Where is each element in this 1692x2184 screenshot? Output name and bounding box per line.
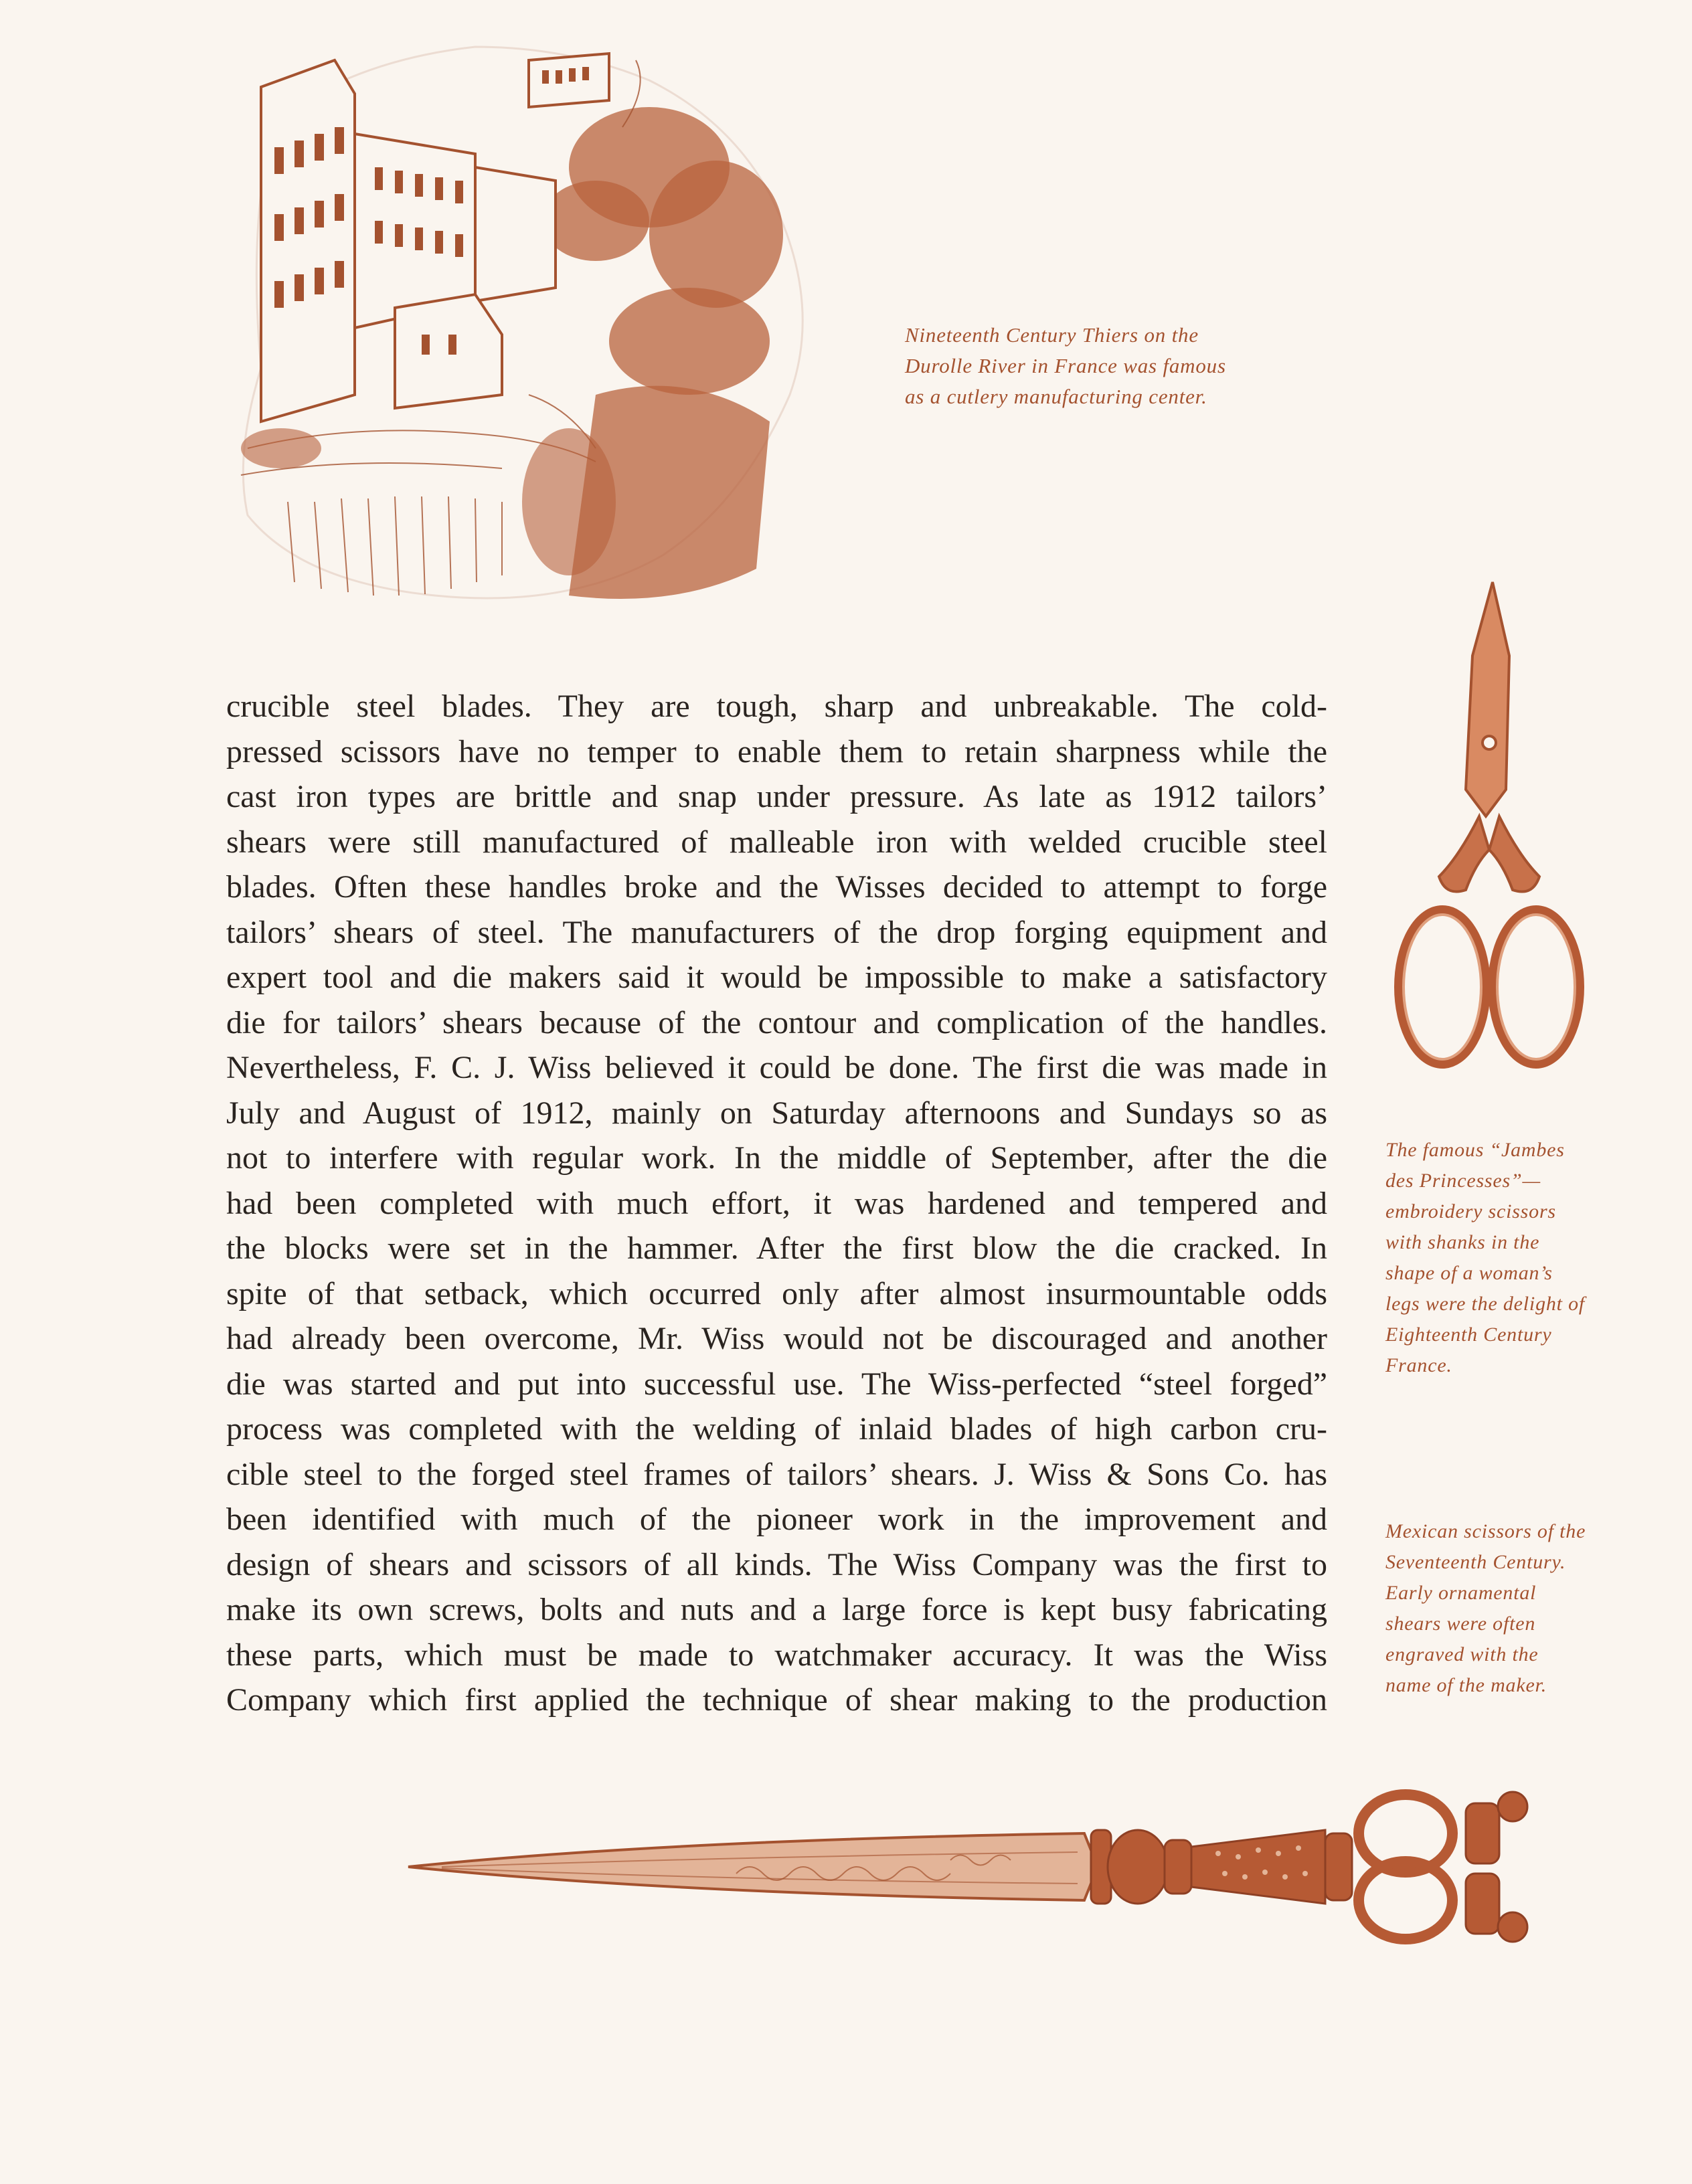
body-line: expert tool and die makers said it would be impossible to make a satisfactory (226, 960, 1327, 995)
caption-line: des Princesses”— (1385, 1170, 1541, 1192)
body-line: had already been overcome, Mr. Wiss would not be discouraged and another (226, 1321, 1327, 1356)
body-line: spite of that setback, which occurred only after almost insurmountable odds (226, 1275, 1327, 1311)
body-line: shears were still manufactured of malleable iron with welded crucible steel (226, 824, 1327, 860)
mexican-scissors-caption (1385, 1516, 1586, 1701)
body-line: make its own screws, bolts and nuts and a large force is kept busy fabricating (226, 1592, 1327, 1627)
body-line: the blocks were set in the hammer. After the first blow the die cracked. In (226, 1231, 1327, 1266)
caption-line: Eighteenth Century (1385, 1324, 1552, 1346)
body-line: pressed scissors have no temper to enable them to retain sharpness while the (226, 733, 1327, 769)
caption-line: with shanks in the (1385, 1231, 1540, 1253)
mexican-scissors-illustration (402, 1766, 1606, 1961)
caption-line: engraved with the (1385, 1643, 1539, 1665)
caption-line: Early ornamental (1385, 1582, 1537, 1604)
caption-line: shape of a woman’s (1385, 1262, 1553, 1284)
caption-line: Seventeenth Century. (1385, 1551, 1566, 1573)
body-line: these parts, which must be made to watchmaker accuracy. It was the Wiss (226, 1637, 1327, 1673)
body-line: process was completed with the welding of inlaid blades of high carbon cru- (226, 1411, 1327, 1447)
body-line: had been completed with much effort, it was hardened and tempered and (226, 1185, 1327, 1221)
body-line: tailors’ shears of steel. The manufacturers of the drop forging equipment and (226, 914, 1327, 950)
caption-line: legs were the delight of (1385, 1293, 1586, 1315)
body-line: design of shears and scissors of all kinds. The Wiss Company was the first to (226, 1546, 1327, 1582)
body-line: Nevertheless, F. C. J. Wiss believed it could be done. The first die was made in (226, 1050, 1327, 1085)
body-line: July and August of 1912, mainly on Saturday afternoons and Sundays so as (226, 1095, 1327, 1131)
body-line: been identified with much of the pioneer work in the improvement and (226, 1502, 1327, 1537)
body-line: cast iron types are brittle and snap under pressure. As late as 1912 tailors’ (226, 779, 1327, 814)
body-line: crucible steel blades. They are tough, sharp and unbreakable. The cold- (226, 689, 1327, 724)
caption-line: shears were often (1385, 1613, 1536, 1635)
body-paragraph (226, 684, 1327, 1723)
caption-line: embroidery scissors (1385, 1200, 1556, 1222)
caption-line: as a cutlery manufacturing center. (905, 385, 1207, 408)
jambes-des-princesses-scissors-illustration (1365, 575, 1606, 1111)
body-line: blades. Often these handles broke and the Wisses decided to attempt to forge (226, 869, 1327, 905)
body-line: Company which first applied the technique of shear making to the production (226, 1682, 1327, 1718)
thiers-caption (905, 320, 1226, 412)
thiers-river-illustration (221, 20, 837, 622)
body-line: die for tailors’ shears because of the contour and complication of the handles. (226, 1004, 1327, 1040)
jambes-caption (1385, 1135, 1585, 1381)
caption-line: Mexican scissors of the (1385, 1520, 1586, 1542)
body-line: not to interfere with regular work. In the middle of September, after the die (226, 1140, 1327, 1176)
caption-line: Nineteenth Century Thiers on the (905, 323, 1199, 347)
caption-line: Durolle River in France was famous (905, 354, 1226, 377)
caption-line: The famous “Jambes (1385, 1139, 1565, 1161)
caption-line: name of the maker. (1385, 1674, 1547, 1696)
caption-line: France. (1385, 1354, 1452, 1376)
body-line: cible steel to the forged steel frames of tailors’ shears. J. Wiss & Sons Co. has (226, 1456, 1327, 1492)
body-line: die was started and put into successful use. The Wiss-perfected “steel forged” (226, 1366, 1327, 1402)
